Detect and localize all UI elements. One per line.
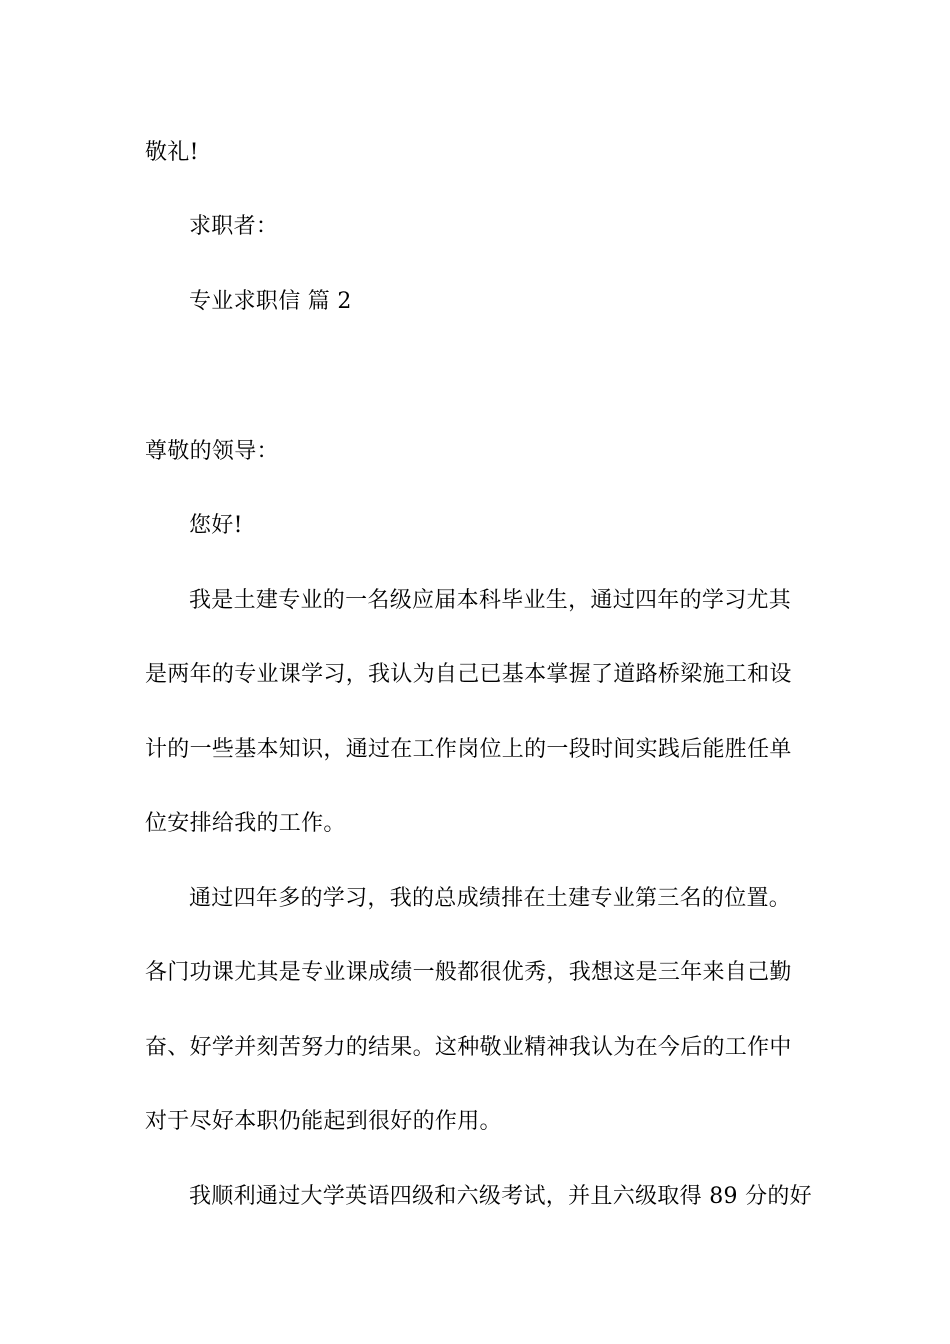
- paragraph1-line1: 我是土建专业的一名级应届本科毕业生，通过四年的学习尤其: [189, 588, 792, 613]
- paragraph2-line4: 对于尽好本职仍能起到很好的作用。: [145, 1109, 502, 1134]
- paragraph3-line1: 我顺利通过大学英语四级和六级考试，并且六级取得 89 分的好: [189, 1184, 812, 1209]
- paragraph1-line3: 计的一些基本知识，通过在工作岗位上的一段时间实践后能胜任单: [145, 737, 792, 762]
- paragraph1-line4: 位安排给我的工作。: [145, 811, 346, 836]
- paragraph2-line1: 通过四年多的学习，我的总成绩排在土建专业第三名的位置。: [189, 886, 792, 911]
- greeting-line: 您好!: [189, 513, 243, 538]
- section-title: 专业求职信 篇 2: [189, 289, 352, 314]
- closing-line: 敬礼!: [145, 140, 199, 165]
- salutation-line: 尊敬的领导：: [145, 439, 279, 464]
- paragraph1-line2: 是两年的专业课学习，我认为自己已基本掌握了道路桥梁施工和设: [145, 662, 792, 687]
- paragraph2-line2: 各门功课尤其是专业课成绩一般都很优秀，我想这是三年来自己勤: [145, 960, 792, 985]
- paragraph2-line3: 奋、好学并刻苦努力的结果。这种敬业精神我认为在今后的工作中: [145, 1035, 792, 1060]
- signature-line: 求职者：: [189, 214, 279, 239]
